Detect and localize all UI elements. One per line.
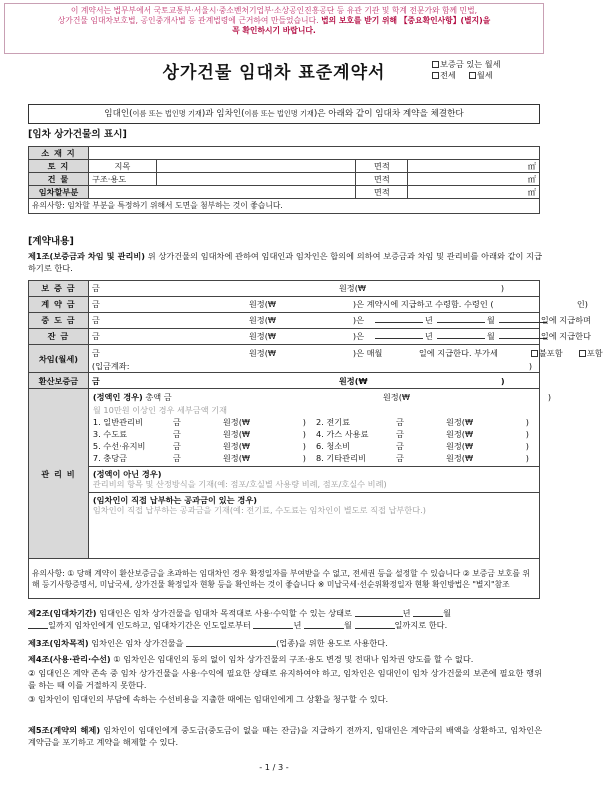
label-middle-payment: 중 도 금 bbox=[29, 313, 89, 329]
vat-included-label: 포함 bbox=[586, 348, 603, 358]
won-label: 원정(₩ bbox=[222, 417, 250, 427]
mgmt-item[interactable] bbox=[316, 452, 535, 464]
article-4-p2: ② 임대인은 계약 존속 중 임차 상가건물을 사용·수익에 필요한 상태로 유지하여야 하고, 임차인은 임대인이 임차 상가건물의 보존에 필요한 행위를 하는 때 이를 거절하지 못한다. bbox=[28, 667, 542, 690]
checkbox-icon[interactable] bbox=[469, 72, 476, 79]
section-heading-contract: [계약내용] bbox=[28, 236, 74, 247]
location-value[interactable] bbox=[88, 147, 539, 160]
mgmt-nonfixed-block bbox=[89, 466, 539, 492]
article-1-body: 위 상가건물의 임대차에 관하여 임대인과 임차인은 합의에 의하여 보증금과 차임 및 관리비를 아래와 같이 지급하기로 한다. bbox=[28, 251, 542, 273]
mgmt-item-label: 3. 수도료 bbox=[92, 429, 128, 439]
vat-included[interactable] bbox=[579, 347, 603, 360]
won-label: 원정(₩ bbox=[248, 348, 276, 358]
close-paren: ) bbox=[302, 441, 306, 451]
table-row bbox=[29, 345, 540, 373]
building-area-value[interactable] bbox=[408, 173, 540, 186]
mgmt-items-grid bbox=[93, 416, 535, 464]
notice-line-2 bbox=[11, 16, 537, 26]
mgmt-nonfixed-head: (정액이 아닌 경우) bbox=[92, 469, 162, 479]
checkbox-icon[interactable] bbox=[531, 350, 538, 357]
intro-a-small: 이름 또는 법인명 기재 bbox=[132, 109, 202, 118]
option-monthly[interactable] bbox=[469, 70, 493, 80]
page-number: - 1 / 3 - bbox=[259, 762, 289, 772]
close-paren: ) bbox=[525, 453, 529, 463]
article-4-p3: ③ 임차인이 임대인의 부담에 속하는 수선비용을 지출한 때에는 임대인에게 그 상환을 청구할 수 있다. bbox=[28, 693, 389, 704]
converted-deposit-value[interactable] bbox=[88, 373, 539, 389]
mgmt-item-label: 8. 기타관리비 bbox=[315, 453, 366, 463]
deposit-value[interactable] bbox=[88, 281, 539, 297]
close-paren: ) bbox=[302, 429, 306, 439]
management-fee-cell bbox=[88, 389, 552, 559]
year-label: 년 bbox=[424, 315, 433, 326]
article-5-title: 제5조(계약의 해제) bbox=[28, 725, 101, 735]
section-heading-property: [임차 상가건물의 표시] bbox=[28, 129, 127, 140]
article-2-title: 제2조(임대차기간) bbox=[28, 608, 97, 618]
vat-excluded-label: 불포함 bbox=[538, 348, 563, 358]
payment-warning: 유의사항: ① 당해 계약이 환산보증금을 초과하는 임대차인 경우 확정일자를 부여받을 수 없고, 전세권 등을 설정할 수 있습니다 ② 보증금 보호를 위해 등기사항증명서, 미납국세, 상가건물 확정일자 현황 등을 확인하는 것이 좋습니다 ※ 미납국세·선순위확정일자 현황 확인방법은 "별지"참조 bbox=[29, 559, 540, 599]
leased-part-value[interactable] bbox=[88, 186, 355, 199]
mgmt-item[interactable] bbox=[93, 440, 312, 452]
mgmt-fixed-line bbox=[92, 391, 552, 403]
label-land: 토 지 bbox=[29, 160, 89, 173]
intro-b-small: 이름 또는 법인명 기재 bbox=[244, 109, 314, 118]
down-payment-value[interactable] bbox=[88, 297, 588, 313]
contract-intro bbox=[28, 104, 540, 124]
vat-excluded[interactable] bbox=[531, 347, 563, 360]
rent-line-2 bbox=[92, 360, 536, 373]
mgmt-nonfixed-hint: 관리비의 항목 및 산정방식을 기재(예: 점포/호실별 사용량 비례, 점포/호실수 비례) bbox=[92, 479, 387, 490]
won-prefix: 금 bbox=[172, 453, 181, 463]
year-blank[interactable] bbox=[375, 331, 423, 339]
payment-table bbox=[28, 280, 603, 599]
article-2 bbox=[28, 608, 542, 632]
mgmt-item-label: 4. 가스 사용료 bbox=[315, 429, 369, 439]
won-label: 원정(₩ bbox=[445, 417, 474, 427]
option-deposit-monthly[interactable] bbox=[432, 59, 544, 70]
notice-line-3-bold: 꼭 확인하시기 바랍니다. bbox=[232, 26, 316, 36]
label-rent: 차임(월세) bbox=[29, 345, 89, 373]
won-label: 원정(₩ bbox=[248, 315, 276, 326]
won-prefix: 금 bbox=[91, 299, 100, 310]
intro-b: )과 임차인( bbox=[201, 109, 245, 119]
property-warning: 유의사항: 임차할 부분을 특정하기 위해서 도면을 첨부하는 것이 좋습니다. bbox=[29, 199, 540, 214]
mgmt-item[interactable] bbox=[316, 428, 535, 440]
sign-seal: 인) bbox=[576, 299, 588, 310]
year-label: 년 bbox=[293, 619, 302, 630]
middle-payment-value[interactable] bbox=[88, 313, 591, 329]
mgmt-item[interactable] bbox=[316, 416, 535, 428]
day-pay-label: 일에 지급하며 bbox=[540, 315, 591, 326]
rent-value[interactable] bbox=[88, 345, 603, 373]
article-3-a: 임차인은 임차 상가건물을 bbox=[91, 638, 184, 648]
label-leased-area: 면적 bbox=[356, 186, 408, 199]
month-label: 월 bbox=[343, 619, 352, 630]
mgmt-item[interactable] bbox=[93, 452, 312, 464]
won-label: 원정(₩ bbox=[248, 331, 276, 342]
month-blank[interactable] bbox=[413, 609, 443, 617]
mgmt-item[interactable] bbox=[93, 428, 312, 440]
won-prefix: 금 bbox=[172, 417, 181, 427]
won-prefix: 금 bbox=[395, 453, 404, 463]
close-paren: ) bbox=[500, 283, 505, 294]
article-4-title: 제4조(사용·관리·수선) bbox=[28, 654, 111, 664]
year-blank[interactable] bbox=[355, 609, 403, 617]
won-prefix: 금 bbox=[91, 348, 100, 358]
close-paren: ) bbox=[525, 429, 529, 439]
mgmt-direct-block bbox=[89, 492, 539, 518]
article-5 bbox=[28, 725, 542, 749]
mgmt-direct-head: (임차인이 직접 납부하는 공과금이 있는 경우) bbox=[92, 494, 257, 505]
won-prefix: 금 bbox=[91, 331, 100, 342]
day-blank[interactable] bbox=[28, 621, 48, 629]
table-row bbox=[29, 281, 540, 297]
label-land-type: 지목 bbox=[88, 160, 156, 173]
leased-area-value[interactable] bbox=[408, 186, 540, 199]
page-title: 상가건물 임대차 표준계약서 bbox=[162, 63, 386, 83]
day-blank[interactable] bbox=[499, 315, 547, 323]
won-label: 원정(₩ bbox=[445, 429, 474, 439]
table-row bbox=[29, 199, 540, 214]
notice-line-1: 이 계약서는 법무부에서 국토교통부·서울시·중소벤처기업부·소상공인진흥공단 등 유관 기관 및 학계 전문가와 함께 민법, bbox=[70, 6, 478, 15]
unit-sqm: ㎡ bbox=[527, 186, 536, 197]
mgmt-item-label: 7. 충당금 bbox=[92, 453, 128, 463]
close-paren: ) bbox=[302, 417, 306, 427]
middle-text: )은 bbox=[352, 331, 364, 342]
property-table bbox=[28, 146, 540, 214]
checkbox-icon[interactable] bbox=[432, 61, 439, 68]
mgmt-fixed-block bbox=[89, 389, 552, 466]
close-paren: ) bbox=[500, 375, 505, 386]
table-row bbox=[29, 313, 540, 329]
won-label: 원정(₩ bbox=[222, 429, 250, 439]
close-paren: ) bbox=[528, 360, 533, 371]
day-blank[interactable] bbox=[355, 621, 395, 629]
won-label: 원정(₩ bbox=[445, 441, 474, 451]
article-4-p1-line bbox=[28, 654, 542, 666]
mgmt-item[interactable] bbox=[316, 440, 535, 452]
table-row bbox=[29, 559, 540, 599]
close-paren: ) bbox=[525, 417, 529, 427]
mgmt-fixed-hint: 월 10만원 이상인 경우 세부금액 기재 bbox=[92, 404, 228, 415]
option-jeonse[interactable] bbox=[432, 70, 456, 80]
label-down-payment: 계 약 금 bbox=[29, 297, 89, 313]
notice-line-3 bbox=[11, 26, 537, 36]
rent-line-1 bbox=[91, 347, 603, 360]
label-management-fee: 관 리 비 bbox=[29, 389, 89, 559]
won-prefix: 금 bbox=[91, 375, 100, 386]
table-row bbox=[29, 373, 540, 389]
table-row bbox=[29, 186, 540, 199]
won-prefix: 금 bbox=[395, 417, 404, 427]
month-label: 월 bbox=[486, 315, 495, 326]
month-blank[interactable] bbox=[437, 331, 485, 339]
label-building-area: 면적 bbox=[356, 173, 408, 186]
mgmt-fixed-head: (정액인 경우) bbox=[92, 392, 143, 403]
unit-sqm: ㎡ bbox=[527, 160, 536, 171]
day-blank[interactable] bbox=[499, 331, 547, 339]
won-prefix: 금 bbox=[91, 315, 100, 326]
option-jeonse-label: 전세 bbox=[440, 70, 456, 81]
contract-type-options bbox=[432, 59, 544, 81]
table-row bbox=[29, 160, 540, 173]
checkbox-icon[interactable] bbox=[579, 350, 586, 357]
unit-sqm: ㎡ bbox=[527, 173, 536, 184]
mgmt-direct-hint: 임차인이 직접 납부하는 공과금을 기재(예: 전기료, 수도료는 임차인이 별도로 직접 납부한다.) bbox=[92, 504, 426, 515]
intro-a: 임대인( bbox=[104, 109, 133, 119]
won-prefix: 금 bbox=[172, 441, 181, 451]
option-row-2 bbox=[432, 70, 544, 81]
land-type-value[interactable] bbox=[156, 160, 355, 173]
option-deposit-monthly-label: 보증금 있는 월세 bbox=[440, 59, 501, 69]
mgmt-item-label: 6. 청소비 bbox=[315, 441, 351, 451]
down-payment-text: )은 계약시에 지급하고 수령함. 수령인 ( bbox=[352, 299, 494, 310]
checkbox-icon[interactable] bbox=[432, 72, 439, 79]
month-blank[interactable] bbox=[304, 621, 344, 629]
article-1-title: 제1조(보증금과 차임 및 관리비) bbox=[28, 251, 146, 261]
article-4-p1: ① 임차인은 임대인의 동의 없이 임차 상가건물의 구조·용도 변경 및 전대나 임차권 양도를 할 수 없다. bbox=[113, 654, 474, 664]
label-location: 소 재 지 bbox=[29, 147, 89, 160]
mgmt-item-label: 5. 수선·유지비 bbox=[92, 441, 146, 451]
middle-text: )은 bbox=[352, 315, 364, 326]
business-type-blank[interactable] bbox=[186, 639, 276, 647]
mgmt-item-label: 1. 일반관리비 bbox=[92, 417, 143, 427]
year-blank[interactable] bbox=[375, 315, 423, 323]
article-4 bbox=[28, 654, 542, 706]
article-3-b: (업종)을 위한 용도로 사용한다. bbox=[276, 638, 388, 648]
rent-text: )은 매월 bbox=[352, 348, 383, 358]
month-blank[interactable] bbox=[437, 315, 485, 323]
notice-line-2-text: 상가건물 임대차보호법, 공인중개사법 등 관계법령에 근거하여 만들었습니다. bbox=[57, 16, 319, 26]
table-row bbox=[29, 147, 540, 160]
month-label: 월 bbox=[486, 331, 495, 342]
year-label: 년 bbox=[402, 608, 411, 618]
notice-line-2-bold: 법의 보호를 받기 위해 【중요확인사항】(별지)을 bbox=[321, 16, 491, 26]
won-prefix: 금 bbox=[395, 441, 404, 451]
year-label: 년 bbox=[424, 331, 433, 342]
article-5-body: 임차인이 임대인에게 중도금(중도금이 없을 때는 잔금)을 지급하기 전까지, 임대인은 계약금의 배액을 상환하고, 임차인은 계약금을 포기하고 계약을 해제할 수 있다. bbox=[28, 725, 543, 747]
mgmt-fixed-total: 총액 금 bbox=[145, 392, 172, 403]
article-2-b: 일까지 임차인에게 인도하고, 임대차기간은 인도일로부터 bbox=[48, 619, 251, 630]
legal-notice-box bbox=[4, 3, 544, 54]
intro-c: )은 아래와 같이 임대차 계약을 체결한다 bbox=[313, 109, 464, 119]
close-paren: ) bbox=[525, 441, 529, 451]
month-label: 월 bbox=[443, 608, 452, 618]
won-label: 원정(₩ bbox=[338, 375, 368, 386]
label-deposit: 보 증 금 bbox=[29, 281, 89, 297]
mgmt-item-label: 2. 전기료 bbox=[315, 417, 351, 427]
won-prefix: 금 bbox=[91, 283, 100, 294]
account-label: (입금계좌: bbox=[91, 360, 130, 371]
table-row bbox=[29, 297, 540, 313]
won-prefix: 금 bbox=[172, 429, 181, 439]
mgmt-item[interactable] bbox=[93, 416, 312, 428]
balance-value[interactable] bbox=[88, 329, 591, 345]
won-label: 원정(₩ bbox=[222, 441, 250, 451]
won-label: 원정(₩ bbox=[338, 283, 366, 294]
article-2-c: 일까지로 한다. bbox=[394, 619, 448, 630]
year-blank[interactable] bbox=[253, 621, 293, 629]
close-paren: ) bbox=[302, 453, 306, 463]
day-pay-label: 일에 지급한다 bbox=[540, 331, 591, 342]
article-3 bbox=[28, 638, 542, 650]
article-3-title: 제3조(임차목적) bbox=[28, 638, 89, 648]
mgmt-nonfixed-heading-line bbox=[93, 469, 535, 479]
article-1 bbox=[28, 251, 542, 275]
won-label: 원정(₩ bbox=[222, 453, 250, 463]
won-label: 원정(₩ bbox=[248, 299, 276, 310]
won-label: 원정(₩ bbox=[445, 453, 474, 463]
table-row bbox=[29, 329, 540, 345]
label-converted-deposit: 환산보증금 bbox=[29, 373, 89, 389]
table-row bbox=[29, 173, 540, 186]
land-area-value[interactable] bbox=[408, 160, 540, 173]
mgmt-fixed-won: 원정(₩ bbox=[382, 392, 410, 403]
table-row bbox=[29, 389, 540, 559]
close-paren: ) bbox=[547, 392, 552, 403]
label-leased-part: 임차할부분 bbox=[29, 186, 89, 199]
won-prefix: 금 bbox=[395, 429, 404, 439]
article-2-a: 임대인은 임차 상가건물을 임대차 목적대로 사용·수익할 수 있는 상태로 bbox=[99, 608, 352, 618]
label-balance: 잔 금 bbox=[29, 329, 89, 345]
label-building-type: 구조·용도 bbox=[88, 173, 156, 186]
label-building: 건 물 bbox=[29, 173, 89, 186]
building-type-value[interactable] bbox=[156, 173, 355, 186]
label-land-area: 면적 bbox=[356, 160, 408, 173]
option-monthly-label: 월세 bbox=[476, 70, 493, 81]
rent-day-text: 일에 지급한다. 부가세 bbox=[418, 348, 498, 358]
mgmt-direct-heading-line bbox=[93, 495, 535, 505]
